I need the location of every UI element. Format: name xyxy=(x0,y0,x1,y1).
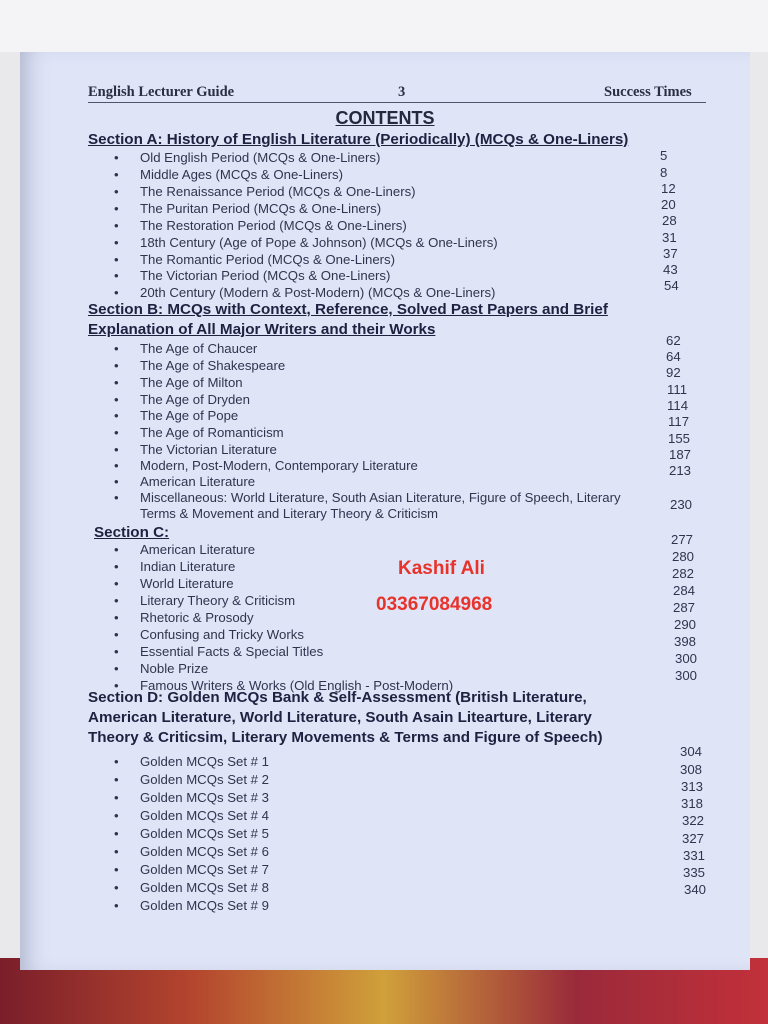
page-ref: 54 xyxy=(664,278,679,293)
list-item: • The Restoration Period (MCQs & One-Liners) xyxy=(114,218,407,233)
page-ref: 398 xyxy=(674,634,697,649)
list-item: • The Romantic Period (MCQs & One-Liners) xyxy=(114,252,396,267)
page-ref: 331 xyxy=(683,848,706,863)
list-item: • Golden MCQs Set # 2 xyxy=(114,772,270,787)
page-ref: 117 xyxy=(668,414,690,429)
page-ref: 31 xyxy=(662,230,677,245)
header-book-title: English Lecturer Guide xyxy=(88,84,235,100)
list-item: • Literary Theory & Criticism xyxy=(114,593,296,608)
page-ref: 308 xyxy=(680,762,703,777)
section-d-heading-line1: Section D: Golden MCQs Bank & Self-Assessment (British Literature, xyxy=(88,689,587,706)
list-item: • The Puritan Period (MCQs & One-Liners) xyxy=(114,201,382,216)
page-ref: 28 xyxy=(662,213,677,228)
page-ref: 8 xyxy=(660,165,668,180)
page-ref: 62 xyxy=(666,333,681,348)
page-ref: 335 xyxy=(683,865,706,880)
list-item: • World Literature xyxy=(114,576,234,591)
list-item: • The Age of Shakespeare xyxy=(114,358,286,373)
section-a-heading: Section A: History of English Literature (Periodically) (MCQs & One-Liners) xyxy=(88,131,629,148)
list-item: • The Renaissance Period (MCQs & One-Liners) xyxy=(114,184,416,199)
list-item: • The Victorian Period (MCQs & One-Liners) xyxy=(114,268,391,283)
header-publisher: Success Times xyxy=(604,84,692,100)
list-item: • Rhetoric & Prosody xyxy=(114,610,254,625)
page-ref: 230 xyxy=(670,497,693,512)
list-item: • 18th Century (Age of Pope & Johnson) (MCQs & One-Liners) xyxy=(114,235,498,250)
page-ref: 284 xyxy=(673,583,696,598)
page-ref: 64 xyxy=(666,349,681,364)
list-item: • Golden MCQs Set # 3 xyxy=(114,790,270,805)
list-item-miscellaneous-cont: Terms & Movement and Literary Theory & Criticism xyxy=(140,506,439,521)
page-ref: 43 xyxy=(663,262,678,277)
page-ref: 287 xyxy=(673,600,696,615)
section-b-heading-line1: Section B: MCQs with Context, Reference, Solved Past Papers and Brief xyxy=(88,301,608,318)
page-ref: 12 xyxy=(661,181,676,196)
list-item: • Modern, Post-Modern, Contemporary Literature xyxy=(114,458,418,473)
document-page xyxy=(20,52,750,970)
list-item-miscellaneous: • Miscellaneous: World Literature, South Asian Literature, Figure of Speech, Literary xyxy=(114,490,621,505)
list-item: • Golden MCQs Set # 8 xyxy=(114,880,270,895)
page-ref: 322 xyxy=(682,813,705,828)
page-ref: 290 xyxy=(674,617,697,632)
list-item: • Indian Literature xyxy=(114,559,236,574)
list-item: • The Victorian Literature xyxy=(114,442,277,457)
list-item: • Golden MCQs Set # 4 xyxy=(114,808,270,823)
list-item: • The Age of Dryden xyxy=(114,392,250,407)
list-item: • Golden MCQs Set # 7 xyxy=(114,862,270,877)
page-ref: 37 xyxy=(663,246,678,261)
page-ref: 187 xyxy=(669,447,692,462)
overlay-phone: 03367084968 xyxy=(376,594,493,615)
list-item: • Golden MCQs Set # 1 xyxy=(114,754,270,769)
list-item: • Golden MCQs Set # 6 xyxy=(114,844,270,859)
page-ref: 313 xyxy=(681,779,704,794)
page-ref: 213 xyxy=(669,463,692,478)
list-item: • Old English Period (MCQs & One-Liners) xyxy=(114,150,381,165)
page-ref: 277 xyxy=(671,532,694,547)
list-item: • The Age of Romanticism xyxy=(114,425,284,440)
page-ref: 282 xyxy=(672,566,695,581)
list-item: • Famous Writers & Works (Old English - Post-Modern) xyxy=(114,678,454,693)
section-c-heading: Section C: xyxy=(94,524,170,541)
page-ref: 340 xyxy=(684,882,707,897)
page-ref: 5 xyxy=(660,148,668,163)
section-b-heading-line2: Explanation of All Major Writers and their Works xyxy=(88,321,436,338)
list-item: • American Literature xyxy=(114,474,256,489)
list-item: • Middle Ages (MCQs & One-Liners) xyxy=(114,167,344,182)
list-item: • Confusing and Tricky Works xyxy=(114,627,304,642)
page-ref: 280 xyxy=(672,549,695,564)
page-ref: 304 xyxy=(680,744,703,759)
list-item: • The Age of Chaucer xyxy=(114,341,258,356)
section-d-heading-line3: Theory & Criticsim, Literary Movements & Terms and Figure of Speech) xyxy=(88,729,603,746)
header-rule xyxy=(88,102,706,103)
list-item: • 20th Century (Modern & Post-Modern) (MCQs & One-Liners) xyxy=(114,285,496,300)
list-item: • American Literature xyxy=(114,542,256,557)
background-top xyxy=(0,0,768,52)
page-ref: 327 xyxy=(682,831,705,846)
page-ref: 318 xyxy=(681,796,704,811)
page-ref: 114 xyxy=(667,398,689,413)
overlay-name: Kashif Ali xyxy=(398,558,485,579)
page-ref: 155 xyxy=(668,431,691,446)
page-ref: 20 xyxy=(661,197,676,212)
page-ref: 92 xyxy=(666,365,681,380)
page-ref: 300 xyxy=(675,651,698,666)
list-item: • The Age of Pope xyxy=(114,408,239,423)
contents-title: CONTENTS xyxy=(335,108,435,128)
page-ref: 300 xyxy=(675,668,698,683)
list-item: • Golden MCQs Set # 9 xyxy=(114,898,270,913)
page-ref: 111 xyxy=(667,382,688,397)
list-item: • The Age of Milton xyxy=(114,375,243,390)
header-page-number: 3 xyxy=(398,84,406,100)
section-d-heading-line2: American Literature, World Literature, South Asain Litearture, Literary xyxy=(88,709,592,726)
list-item: • Essential Facts & Special Titles xyxy=(114,644,324,659)
list-item: • Golden MCQs Set # 5 xyxy=(114,826,270,841)
list-item: • Noble Prize xyxy=(114,661,209,676)
